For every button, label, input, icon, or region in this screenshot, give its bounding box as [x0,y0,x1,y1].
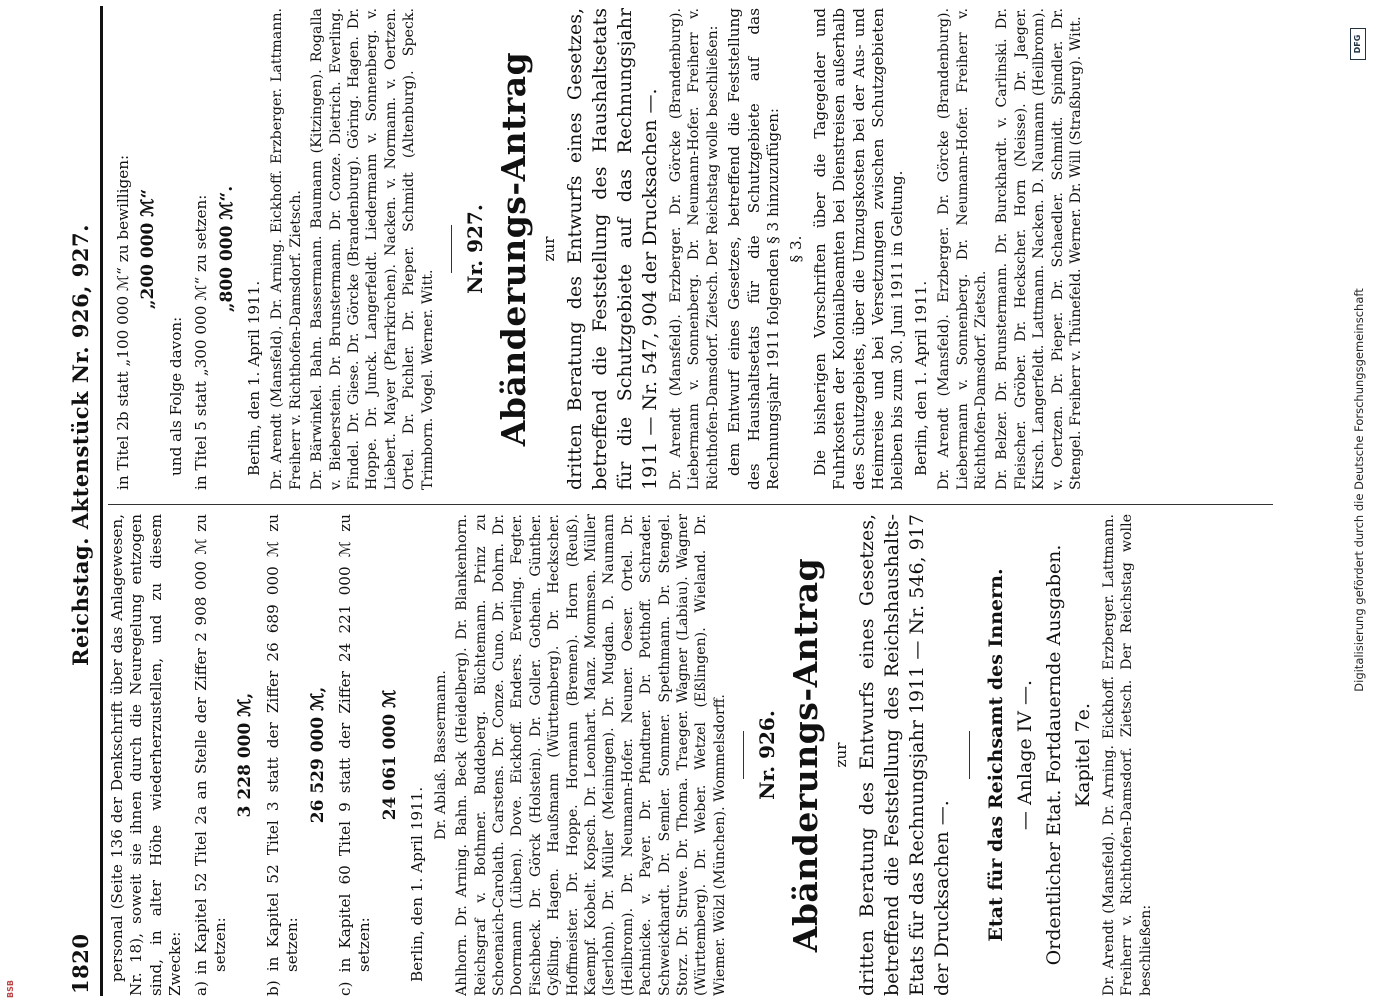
motion-zur-927: zur [539,236,558,262]
motion-body: dritten Beratung des Entwurfs eines Gesetzes, betreffend die Feststellung des Reichshaushalts-Etats für das Rechnungsjahr 1911 — Nr. 546, 917 der Drucksachen —. [856,514,953,996]
title-5-line: in Titel 5 statt „300 000 ℳ“ zu setzen: [192,194,211,490]
section-divider-2 [969,731,970,779]
title-2b-line: in Titel 2b statt „100 000 ℳ“ zu bewilligen: [114,154,132,490]
signer-lead: Dr. Ablaß. Bassermann. [432,670,449,840]
date-line-1: Berlin, den 1. April 1911. [245,280,264,476]
item-b-value: 26 529 000 ℳ, [307,686,328,824]
motion-number-927: Nr. 927. [463,204,488,294]
proposal-text: dem Entwurf eines Gesetzes, betreffend die Feststellung des Haushaltsetats für die Schutzgebiete auf das Rechnungsjahr 1911 folgenden § 3 hinzuzufügen: [725,8,782,490]
motion-heading-927: Abänderungs-Antrag [493,51,533,447]
motion-zur: zur [831,742,850,768]
intro-paragraph: personal (Seite 136 der Denkschrift über das Anlagewesen, Nr. 18), soweit sie ihnen durch die Neuregelung entzogen sind, in alter Höhe wiederherzustellen, und zu diesem Zwecke: [108,514,185,996]
item-b: b) in Kapitel 52 Titel 3 statt der Ziffer 26 689 000 ℳ zu setzen: [263,514,302,996]
motion-heading: Abänderungs-Antrag [785,557,825,953]
running-title-text: Reichstag. Aktenstück Nr. 926, 927. [68,224,93,666]
header-rule [100,6,103,996]
column-divider [108,504,1273,505]
title-5-value: „800 000 ℳ“. [216,185,237,313]
item-c-value: 24 061 000 ℳ [379,689,400,821]
page-header [68,6,98,996]
motion-number: Nr. 926. [755,710,780,800]
signatures-2: Dr. Bärwinkel. Bahn. Bassermann. Baumann (Kitzingen). Rogalla v. Bieberstein. Dr. Brunstermann. Dr. Conze. Dietrich. Everling. Findel. Dr. Giese. Dr. Görcke (Brandenburg). Göring. Hagen. Dr. Hoppe. Dr. Junck. Langerfeldt. Liedermann v. Sonnenberg. v. Liebert. Mayer (Pfarrkirchen). Nacken. v. Normann. v. Oertzen. Ortel. Dr. Pichler. Dr. Pieper. Schmidt (Altenburg). Speck. Trimborn. Vogel. Werner. Witt. [309,8,436,490]
kapitel: Kapitel 7e. [1072,702,1094,808]
signatures-3: Dr. Arendt (Mansfeld). Erzberger. Dr. Görcke (Brandenburg). Liebermann v. Sonnenberg. Dr. Neumann-Hofer. Freiherr v. Richthofen-Damsdorf. Zietsch. Der Reichstag wolle beschließen: [667,8,721,490]
closing-signatures: Dr. Arendt (Mansfeld). Dr. Arning. Eickhoff. Erzberger. Lattmann. Freiherr v. Richthofen-Damsdorf. Zietsch. Der Reichstag wolle beschließen: [1101,514,1154,996]
section-divider-3 [451,225,452,273]
right-column [108,8,1278,490]
dfg-logo: DFG [1350,28,1366,60]
ausgaben: Ordentlicher Etat. Fortdauernde Ausgaben. [1043,544,1065,966]
paragraph-text: Die bisherigen Vorschriften über die Tagegelder und Fuhrkosten der Kolonialbeamten bei Dienstreisen außerhalb des Schutzgebiets, über die Umzugskosten bei der Aus- und Heimreise und bei Versetzungen zwischen Schutzgebieten bleiben bis zum 30. Juni 1911 in Geltung. [810,8,907,490]
library-stamp: BSB [6,980,15,998]
signatures-1: Dr. Arendt (Mansfeld). Dr. Arning. Eickhoff. Erzberger. Lattmann. Freiherr v. Richthofen-Damsdorf. Zietsch. [269,8,304,490]
anlage: — Anlage IV —. [1014,679,1036,831]
left-column [108,514,1278,996]
consequence-line: und als Folge davon: [166,316,185,476]
title-2b-value: „200 000 ℳ“ [138,188,159,310]
item-c: c) in Kapitel 60 Titel 9 statt der Ziffer 24 221 000 ℳ zu setzen: [336,514,374,996]
signatures-4: Dr. Arendt (Mansfeld). Erzberger. Dr. Görcke (Brandenburg). Liebermann v. Sonnenberg. Dr. Neumann-Hofer. Freiherr v. Richthofen-Damsdorf. Zietsch. [936,8,989,490]
running-title [68,190,93,666]
signatures-5: Dr. Belzer. Dr. Brunstermann. Dr. Burckhardt. v. Carlinski. Dr. Fleischer. Gröber. Dr. Heckscher. Horn (Neisse). Dr. Jaeger. Kirsch. Langerfeldt. Lattmann. Nacken. D. Naumann (Heilbronn). v. Oertzen. Dr. Pieper. Dr. Schaedler. Schmidt. Spindler. Dr. Stengel. Freiherr v. Thünefeld. Werner. Dr. Will (Straßburg). Witt. [994,8,1085,490]
page-number: 1820 [68,933,93,994]
section-divider [743,731,744,779]
date-line-2: Berlin, den 1. April 1911. [911,280,930,476]
item-a: a) in Kapitel 52 Titel 2a an Stelle der Ziffer 2 908 000 ℳ zu setzen: [191,514,230,996]
etat-title: Etat für das Reichsamt des Innern. [985,568,1007,942]
paragraph-number: § 3. [787,235,806,263]
signatories-list: Ahlhorn. Dr. Arning. Bahn. Beck (Heidelberg). Dr. Blankenhorn. Reichsgraf v. Bothmer. Buddeberg. Büchtemann. Prinz zu Schoenaich-Carolath. Carstens. Dr. Conze. Cuno. Dr. Dohrn. Dr. Doormann (Lüben). Dove. Eickhoff. Enders. Everling. Fegter. Fischbeck. Dr. Görck (Holstein). Dr. Goller. Gothein. Günther. Gyßling. Hagen. Haußmann (Württemberg). Dr. Heckscher. Hoffmeister. Dr. Hoppe. Hormann (Bremen). Horn (Reuß). Kaempf. Kobelt. Kopsch. Dr. Leonhart. Manz. Mommsen. Müller (Iserlohn). Dr. Müller (Meiningen). Dr. Mugdan. D. Naumann (Heilbronn). Dr. Neumann-Hofer. Neuner. Oeser. Ortel. Dr. Pachnicke. v. Payer. Dr. Pfundtner. Dr. Potthoff. Schrader. Schweickhardt. Dr. Semler. Sommer. Spethmann. Dr. Stengel. Storz. Dr. Struve. Dr. Thoma. Traeger. Wagner (Labiau). Wagner (Württemberg). Dr. Weber. Wetzel (Eßlingen). Wieland. Dr. Wiemer. Wölzl (München). Wommelsdorff. [454,514,728,996]
item-a-value: 3 228 000 ℳ, [235,692,256,818]
motion-body-927: dritten Beratung des Entwurfs eines Gesetzes, betreffend die Feststellung des Haushaltsetats für die Schutzgebiete auf das Rechnungsjahr 1911 — Nr. 547, 904 der Drucksachen —. [563,8,661,490]
date-line: Berlin, den 1. April 1911. [408,786,427,982]
digitization-credit: Digitalisierung gefördert durch die Deutsche Forschungsgemeinschaft [1352,288,1366,692]
